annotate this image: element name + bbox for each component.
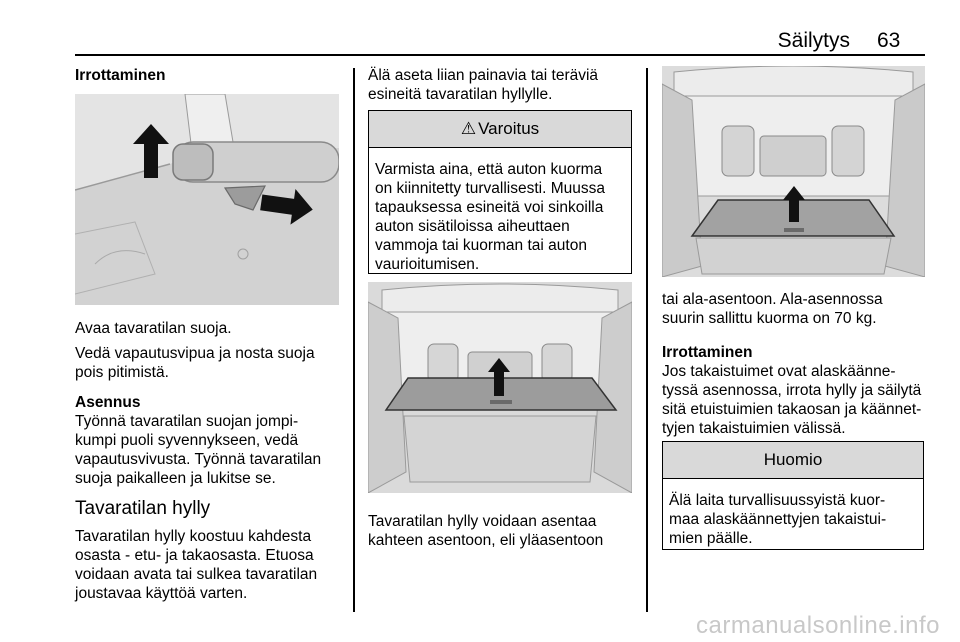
paragraph-open: Avaa tavaratilan suoja.	[75, 320, 232, 337]
paragraph-weight-warning: Älä aseta liian painavia tai teräviä esineitä tavaratilan hyllylle.	[368, 67, 599, 103]
paragraph-install: Työnnä tavaratilan suojan jompi- kumpi puoli syvennykseen, vedä vapautusvivusta. Työnnä tavaratilan suoja paikalleen ja lukitse se.	[75, 413, 322, 487]
heading-irrottaminen: Irrottaminen	[75, 67, 166, 84]
note-box	[662, 441, 924, 550]
note-title: Huomio	[763, 450, 823, 469]
paragraph-lower-position: tai ala-asentoon. Ala-asennossa suurin sallittu kuorma on 70 kg.	[662, 291, 883, 327]
paragraph-shelf: Tavaratilan hylly koostuu kahdesta osasta - etu- ja takaosasta. Etuosa voidaan avata tai sulkea tavaratilan joustavaa käyttöä varten.	[75, 528, 318, 602]
warning-title: Varoitus	[478, 119, 540, 138]
paragraph-remove-shelf: Jos takaistuimet ovat alaskäänne- tyssä asennossa, irrota hylly ja säilytä sitä etuistuimien takaosan ja käännet- tyjen takaistuimien välissä.	[662, 363, 922, 437]
page-number: 63	[877, 29, 901, 52]
warning-header	[369, 111, 631, 148]
section-title: Säilytys	[777, 29, 850, 52]
note-header	[663, 442, 923, 479]
heading-irrottaminen-2: Irrottaminen	[662, 344, 753, 361]
paragraph-release: Vedä vapautusvipua ja nosta suoja pois pitimistä.	[75, 345, 315, 381]
column-divider	[353, 68, 355, 612]
watermark: carmanualsonline.info	[696, 612, 940, 639]
column-divider	[646, 68, 648, 612]
header-rule	[75, 54, 925, 56]
warning-triangle-icon: ⚠	[460, 119, 477, 138]
illustration-cover-release	[75, 94, 339, 305]
illustration-shelf-upper	[368, 282, 632, 493]
warning-box	[368, 110, 632, 274]
heading-tavaratilan-hylly: Tavaratilan hylly	[75, 498, 211, 519]
warning-body: Varmista aina, että auton kuorma on kiinnitetty turvallisesti. Muussa tapauksessa esineitä voi sinkoilla auton sisätiloissa aiheuttaen vammoja tai kuorman tai auton vaurioitumisen.	[375, 161, 606, 273]
illustration-shelf-lower	[662, 66, 925, 277]
paragraph-positions: Tavaratilan hylly voidaan asentaa kahteen asentoon, eli yläasentoon	[368, 513, 604, 549]
note-body: Älä laita turvallisuussyistä kuor- maa alaskäännettyjen takaistui- mien päälle.	[669, 492, 887, 547]
heading-asennus: Asennus	[75, 394, 141, 411]
